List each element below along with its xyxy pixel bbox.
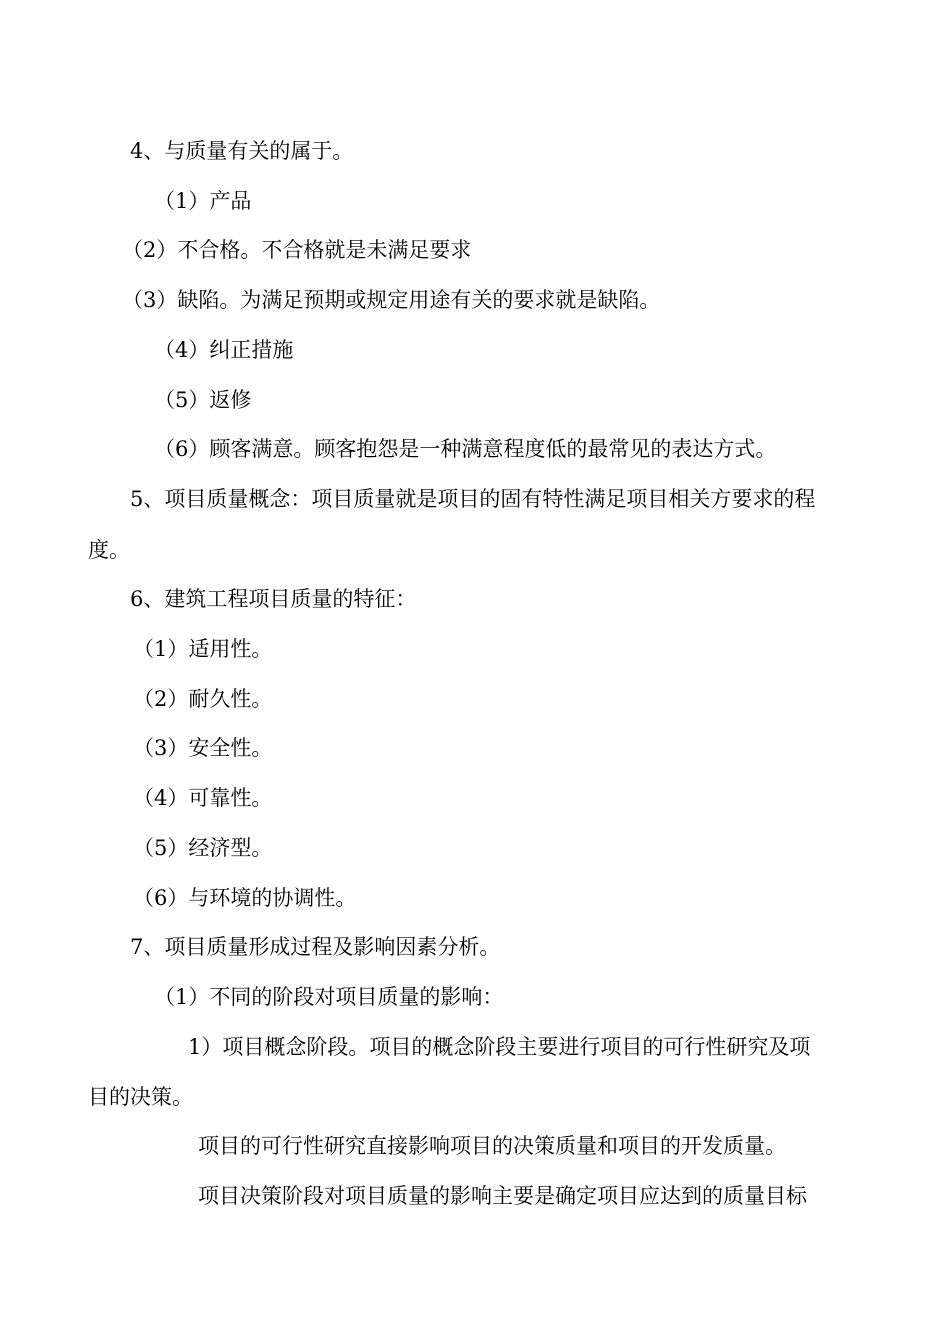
- paragraph-line: 1）项目概念阶段。项目的概念阶段主要进行项目的可行性研究及项: [188, 1035, 811, 1059]
- paragraph-line: （3）缺陷。为满足预期或规定用途有关的要求就是缺陷。: [122, 288, 661, 312]
- paragraph-line: 7、项目质量形成过程及影响因素分析。: [130, 935, 501, 959]
- paragraph-line: 项目的可行性研究直接影响项目的决策质量和项目的开发质量。: [198, 1134, 786, 1158]
- paragraph-line: 度。: [88, 538, 130, 562]
- paragraph-line: （1）适用性。: [133, 637, 273, 661]
- paragraph-line: 4、与质量有关的属于。: [130, 139, 354, 163]
- paragraph-line: （5）经济型。: [133, 836, 273, 860]
- paragraph-line: （4）纠正措施: [154, 338, 294, 362]
- paragraph-line: 6、建筑工程项目质量的特征：: [130, 587, 417, 611]
- paragraph-line: （2）不合格。不合格就是未满足要求: [122, 238, 472, 262]
- paragraph-line: （6）与环境的协调性。: [133, 886, 357, 910]
- paragraph-line: （5）返修: [154, 388, 252, 412]
- paragraph-line: 目的决策。: [88, 1085, 193, 1109]
- paragraph-line: 5、项目质量概念：项目质量就是项目的固有特性满足项目相关方要求的程: [130, 487, 816, 511]
- paragraph-line: 项目决策阶段对项目质量的影响主要是确定项目应达到的质量目标: [198, 1184, 807, 1208]
- paragraph-line: （6）顾客满意。顾客抱怨是一种满意程度低的最常见的表达方式。: [154, 437, 777, 461]
- paragraph-line: （1）不同的阶段对项目质量的影响：: [154, 985, 504, 1009]
- paragraph-line: （1）产品: [154, 189, 252, 213]
- paragraph-line: （3）安全性。: [133, 736, 273, 760]
- paragraph-line: （2）耐久性。: [133, 687, 273, 711]
- paragraph-line: （4）可靠性。: [133, 786, 273, 810]
